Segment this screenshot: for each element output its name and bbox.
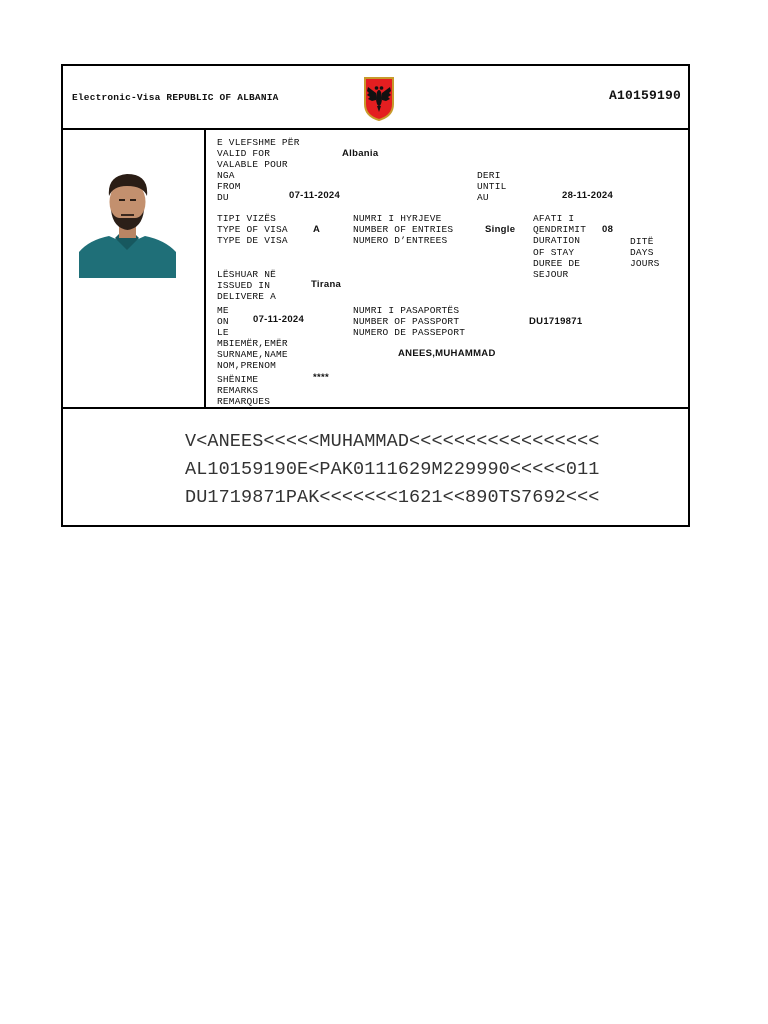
duration-value: 08: [602, 224, 614, 235]
on-value: 07-11-2024: [253, 314, 305, 325]
duration-label: AFATI I QENDRIMIT DURATION OF STAY DUREE DE SEJOUR: [533, 213, 587, 281]
mrz-line-3: DU1719871PAK<<<<<<<1621<<890TS7692<<<: [185, 487, 600, 508]
duration-unit-label: DITË DAYS JOURS: [630, 236, 660, 270]
remarks-label: SHËNIME REMARKS REMARQUES: [217, 374, 271, 408]
until-label: DERI UNTIL AU: [477, 170, 507, 204]
passport-number-label: NUMRI I PASAPORTËS NUMBER OF PASSPORT NUMERO DE PASSEPORT: [353, 305, 466, 339]
mrz-line-2: AL10159190E<PAK0111629M229990<<<<<011: [185, 459, 600, 480]
visa-document: [61, 64, 690, 527]
mrz-zone: [185, 428, 599, 512]
name-label: MBIEMËR,EMËR SURNAME,NAME NOM,PRENOM: [217, 338, 288, 372]
until-value: 28-11-2024: [562, 190, 614, 201]
remarks-value: ****: [313, 372, 329, 383]
mrz-line-1: V<ANEES<<<<<MUHAMMAD<<<<<<<<<<<<<<<<<: [185, 431, 600, 452]
on-label: ME ON LE: [217, 305, 229, 339]
entries-label: NUMRI I HYRJEVE NUMBER OF ENTRIES NUMERO D’ENTREES: [353, 213, 454, 247]
issued-in-label: LËSHUAR NË ISSUED IN DELIVERE A: [217, 269, 277, 303]
type-of-visa-value: A: [313, 224, 321, 235]
mrz-divider: [63, 407, 688, 409]
holder-photo: [79, 166, 176, 278]
entries-value: Single: [485, 224, 516, 235]
photo-divider: [204, 129, 206, 408]
albania-coat-of-arms-icon: [363, 76, 395, 122]
name-value: ANEES,MUHAMMAD: [398, 348, 496, 359]
from-value: 07-11-2024: [289, 190, 341, 201]
valid-for-value: Albania: [342, 148, 379, 159]
document-number: A10159190: [609, 88, 682, 103]
visa-title: Electronic-Visa REPUBLIC OF ALBANIA: [72, 92, 279, 103]
issued-in-value: Tirana: [311, 279, 342, 290]
header-divider: [63, 128, 688, 130]
valid-for-label: E VLEFSHME PËR VALID FOR VALABLE POUR: [217, 137, 300, 171]
from-label: NGA FROM DU: [217, 170, 241, 204]
type-of-visa-label: TIPI VIZËS TYPE OF VISA TYPE DE VISA: [217, 213, 288, 247]
passport-number-value: DU1719871: [529, 316, 583, 327]
